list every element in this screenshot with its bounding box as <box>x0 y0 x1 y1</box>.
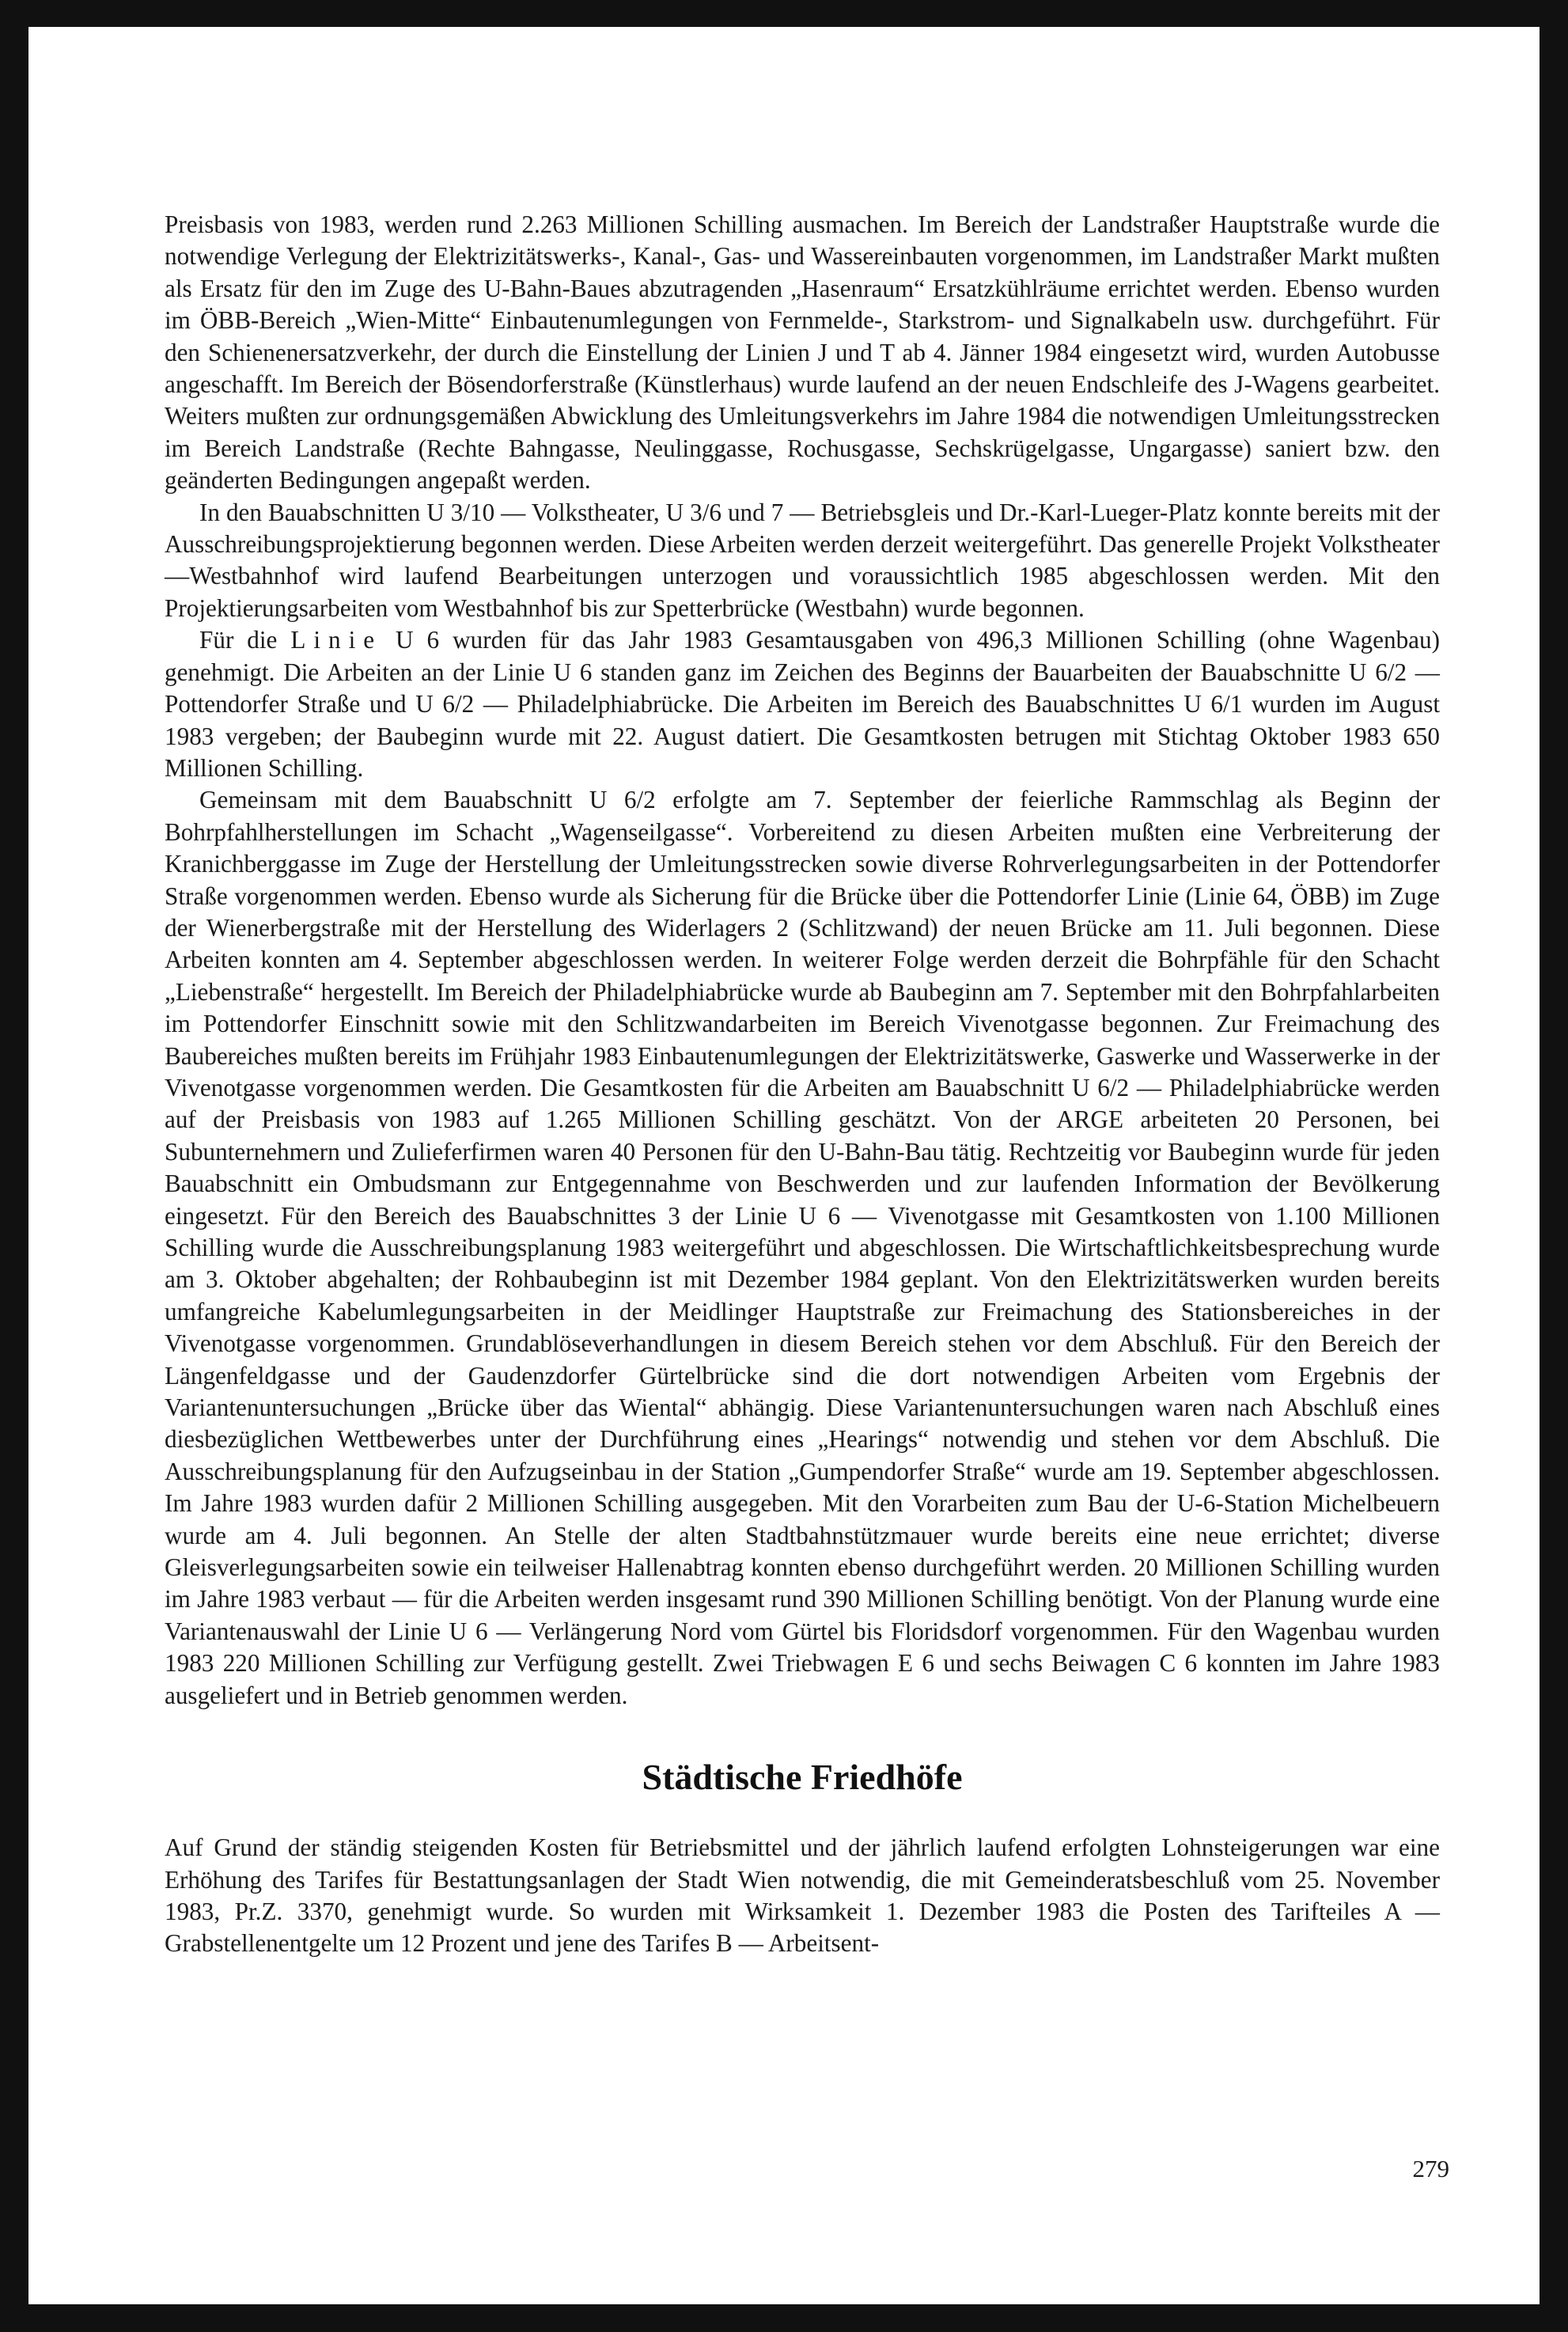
linie-spaced-word: Linie <box>290 626 383 654</box>
section-heading: Städtische Friedhöfe <box>642 1757 963 1798</box>
paragraph-linie-u6 <box>165 624 1440 784</box>
paragraph-u3-landstrasse: Preisbasis von 1983, werden rund 2.263 Millionen Schilling ausmachen. Im Bereich der Landstraßer Hauptstraße wurde die notwendige Verlegung der Elektrizitätswerks-, Kanal-, Gas- und Wassereinbauten vorgenommen, im Landstraßer Markt mußten als Ersatz für den im Zuge des U-Bahn-Baues abzutragenden „Hasenraum“ Ersatzkühlräume errichtet werden. Ebenso wurden im ÖBB-Bereich „Wien-Mitte“ Einbautenumlegungen von Fernmelde-, Starkstrom- und Signalkabeln usw. durchgeführt. Für den Schienenersatzverkehr, der durch die Einstellung der Linien J und T ab 4. Jänner 1984 eingesetzt wird, wurden Autobusse angeschafft. Im Bereich der Bösendorferstraße (Künstlerhaus) wurde laufend an der neuen Endschleife des J-Wagens gearbeitet. Weiters mußten zur ordnungsgemäßen Abwicklung des Umleitungsverkehrs im Jahre 1984 die notwendigen Umleitungsstrecken im Bereich Landstraße (Rechte Bahngasse, Neulinggasse, Rochusgasse, Sechskrügelgasse, Ungargasse) saniert bzw. den geänderten Bedingungen angepaßt werden. <box>165 210 1440 495</box>
paragraph-u6-bauabschnitte: Gemeinsam mit dem Bauabschnitt U 6/2 erfolgte am 7. September der feierliche Rammschlag als Beginn der Bohrpfahlherstellungen im Schacht „Wagenseilgasse“. Vorbereitend zu diesen Arbeiten mußten eine Verbreiterung der Kranichberggasse im Zuge der Herstellung der Umleitungsstrecken sowie diverse Rohrverlegungsarbeiten in der Pottendorfer Straße vorgenommen werden. Ebenso wurde als Sicherung für die Brücke über die Pottendorfer Linie (Linie 64, ÖBB) im Zuge der Wienerbergstraße mit der Herstellung des Widerlagers 2 (Schlitzwand) der neuen Brücke am 11. Juli begonnen. Diese Arbeiten konnten am 4. September abgeschlossen werden. In weiterer Folge werden derzeit die Bohrpfähle für den Schacht „Liebenstraße“ hergestellt. Im Bereich der Philadelphiabrücke wurde ab Baubeginn am 7. September mit den Bohrpfahlarbeiten im Pottendorfer Einschnitt sowie mit den Schlitzwandarbeiten im Bereich Vivenotgasse begonnen. Zur Freimachung des Baubereiches mußten bereits im Frühjahr 1983 Einbautenumlegungen der Elektrizitätswerke, Gaswerke und Wasserwerke in der Vivenotgasse vorgenommen werden. Die Gesamtkosten für die Arbeiten am Bauabschnitt U 6/2 — Philadelphiabrücke werden auf der Preisbasis von 1983 auf 1.265 Millionen Schilling geschätzt. Von der ARGE arbeiteten 20 Personen, bei Subunternehmern und Zulieferfirmen waren 40 Personen für den U-Bahn-Bau tätig. Rechtzeitig vor Baubeginn wurde für jeden Bauabschnitt ein Ombudsmann zur Entgegennahme von Beschwerden und zur laufenden Information der Bevölkerung eingesetzt. Für den Bereich des Bauabschnittes 3 der Linie U 6 — Vivenotgasse mit Gesamtkosten von 1.100 Millionen Schilling wurde die Ausschreibungsplanung 1983 weitergeführt und abgeschlossen. Die Wirtschaftlichkeitsbesprechung wurde am 3. Oktober abgehalten; der Rohbaubeginn ist mit Dezember 1984 geplant. Von den Elektrizitätswerken wurden bereits umfangreiche Kabelumlegungsarbeiten in der Meidlinger Hauptstraße zur Freimachung des Stationsbereiches in der Vivenotgasse vorgenommen. Grundablöseverhandlungen in diesem Bereich stehen vor dem Abschluß. Für den Bereich der Längenfeldgasse und der Gaudenzdorfer Gürtelbrücke sind die dort notwendigen Arbeiten vom Ergebnis der Variantenuntersuchungen „Brücke über das Wiental“ abhängig. Diese Variantenuntersuchungen waren nach Abschluß eines diesbezüglichen Wettbewerbes unter der Durchführung eines „Hearings“ notwendig und stehen vor dem Abschluß. Die Ausschreibungsplanung für den Aufzugseinbau in der Station „Gumpendorfer Straße“ wurde am 19. September abgeschlossen. Im Jahre 1983 wurden dafür 2 Millionen Schilling ausgegeben. Mit den Vorarbeiten zum Bau der U-6-Station Michelbeuern wurde am 4. Juli begonnen. An Stelle der alten Stadtbahnstützmauer wurde bereits eine neue errichtet; diverse Gleisverlegungsarbeiten sowie ein teilweiser Hallenabtrag konnten ebenso durchgeführt werden. 20 Millionen Schilling wurden im Jahre 1983 verbaut — für die Arbeiten werden insgesamt rund 390 Millionen Schilling benötigt. Von der Planung wurde eine Variantenauswahl der Linie U 6 — Verlängerung Nord vom Gürtel bis Floridsdorf vorgenommen. Für den Wagenbau wurden 1983 220 Millionen Schilling zur Verfügung gestellt. Zwei Triebwagen E 6 und sechs Beiwagen C 6 konnten im Jahre 1983 ausgeliefert und in Betrieb genommen werden. <box>165 786 1440 1709</box>
body-text <box>165 209 1440 1960</box>
document-page <box>28 27 1540 2304</box>
linie-intro: Für die <box>199 626 291 654</box>
paragraph-friedhoefe: Auf Grund der ständig steigenden Kosten für Betriebsmittel und der jährlich laufend erfolgten Lohnsteigerungen war eine Erhöhung des Tarifes für Bestattungsanlagen der Stadt Wien notwendig, die mit Gemeinderatsbeschluß vom 25. November 1983, Pr.Z. 3370, genehmigt wurde. So wurden mit Wirksamkeit 1. Dezember 1983 die Posten des Tarifteiles A — Grabstellenentgelte um 12 Prozent und jene des Tarifes B — Arbeitsent- <box>165 1833 1440 1958</box>
paragraph-u3-volkstheater: In den Bauabschnitten U 3/10 — Volkstheater, U 3/6 und 7 — Betriebsgleis und Dr.-Karl-Lueger-Platz konnte bereits mit der Ausschreibungsprojektierung begonnen werden. Diese Arbeiten werden derzeit weitergeführt. Das generelle Projekt Volkstheater—Westbahnhof wird laufend Bearbeitungen unterzogen und voraussichtlich 1985 abgeschlossen werden. Mit den Projektierungsarbeiten vom Westbahnhof bis zur Spetterbrücke (Westbahn) wurde begonnen. <box>165 498 1440 622</box>
page-number: 279 <box>1412 2155 1449 2182</box>
linie-body: U 6 wurden für das Jahr 1983 Gesamtausgaben von 496,3 Millionen Schilling (ohne Wagenbau) genehmigt. Die Arbeiten an der Linie U 6 standen ganz im Zeichen des Beginns der Bauarbeiten der Bauabschnitte U 6/2 — Pottendorfer Straße und U 6/2 — Philadelphiabrücke. Die Arbeiten im Bereich des Bauabschnittes U 6/1 wurden im August 1983 vergeben; der Baubeginn wurde mit 22. August datiert. Die Gesamtkosten betrugen mit Stichtag Oktober 1983 650 Millionen Schilling. <box>165 626 1440 782</box>
